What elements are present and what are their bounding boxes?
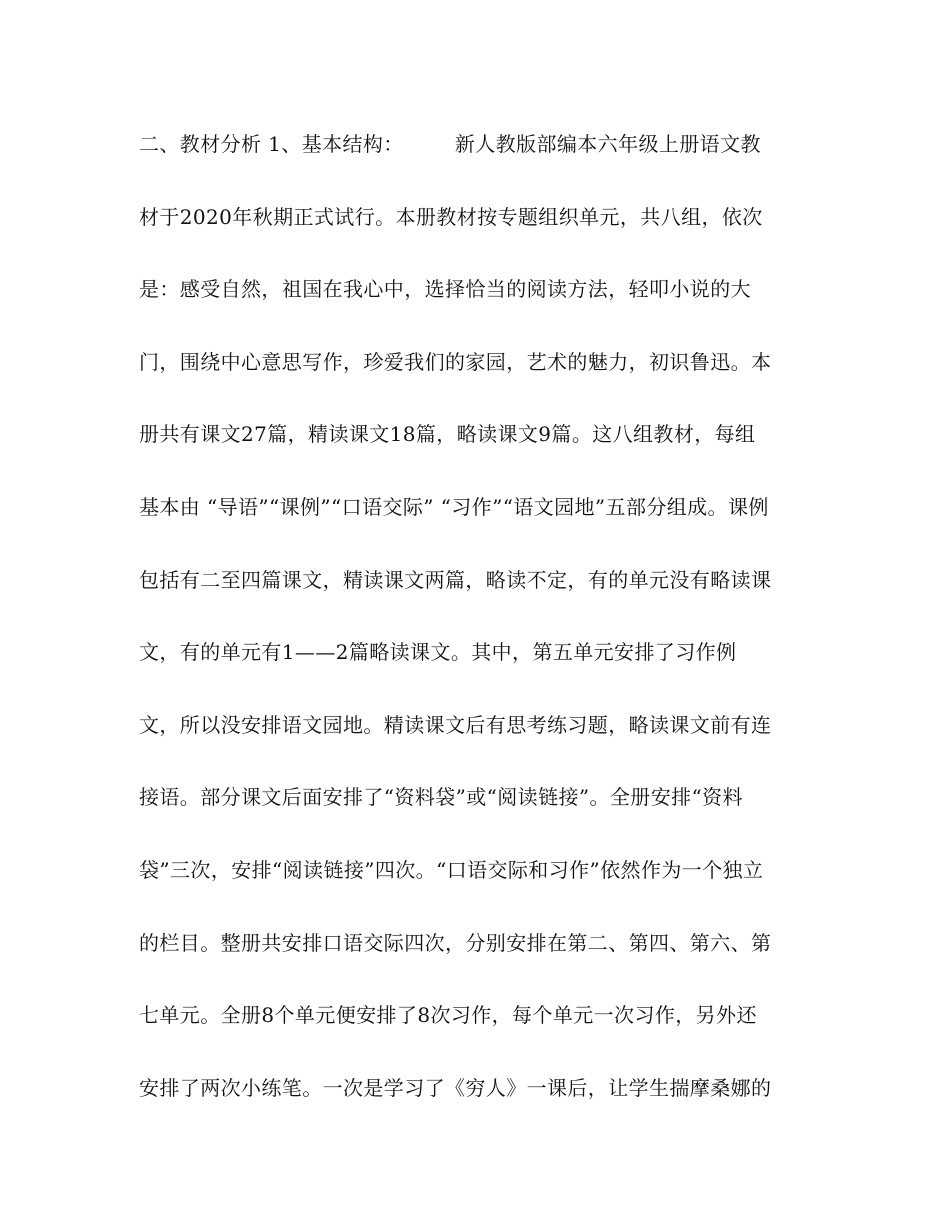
body-text bbox=[139, 121, 829, 1137]
text-line: 接语。部分课文后面安排了“资料袋”或“阅读链接”。全册安排“资料 bbox=[139, 785, 743, 810]
text-line: 的栏目。整册共安排口语交际四次，分别安排在第二、第四、第六、第 bbox=[139, 930, 772, 955]
text-line: 门，围绕中心意思写作，珍爱我们的家园，艺术的魅力，初识鲁迅。本 bbox=[139, 349, 772, 374]
text-line: 基本由 “导语”“课例”“口语交际” “习作”“语文园地”五部分组成。课例 bbox=[139, 494, 769, 519]
text-line: 二、教材分析 1、基本结构： 新人教版部编本六年级上册语文教 bbox=[139, 132, 761, 156]
text-line: 材于2020年秋期正式试行。本册教材按专题组织单元，共八组，依次 bbox=[139, 204, 763, 229]
text-line: 文，所以没安排语文园地。精读课文后有思考练习题，略读课文前有连 bbox=[139, 712, 772, 737]
text-line: 文，有的单元有1——2篇略读课文。其中，第五单元安排了习作例 bbox=[139, 640, 737, 665]
text-line: 袋”三次，安排“阅读链接”四次。“口语交际和习作”依然作为一个独立 bbox=[139, 857, 764, 882]
text-line: 七单元。全册8个单元便安排了8次习作，每个单元一次习作，另外还 bbox=[139, 1003, 757, 1028]
text-line: 是：感受自然，祖国在我心中，选择恰当的阅读方法，轻叩小说的大 bbox=[139, 277, 751, 302]
text-line: 安排了两次小练笔。一次是学习了《穷人》一课后，让学生揣摩桑娜的 bbox=[139, 1075, 772, 1100]
text-line: 册共有课文27篇，精读课文18篇，略读课文9篇。这八组教材，每组 bbox=[139, 422, 756, 447]
text-line: 包括有二至四篇课文，精读课文两篇，略读不定，有的单元没有略读课 bbox=[139, 567, 772, 592]
